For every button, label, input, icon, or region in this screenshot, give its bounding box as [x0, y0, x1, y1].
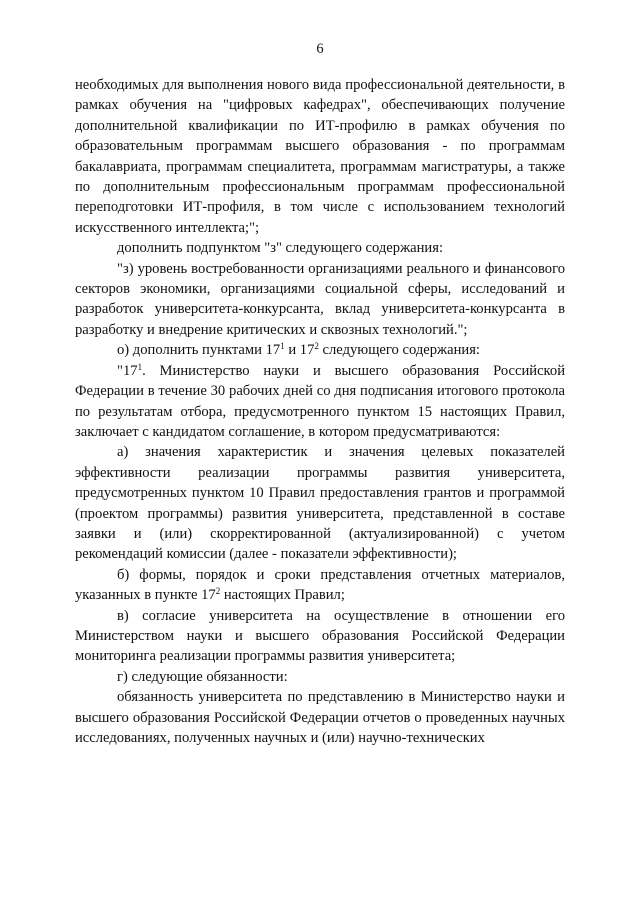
paragraph-item-g: г) следующие обязанности:: [117, 668, 288, 685]
paragraph-point-17-1: "$17^1$. Министерство науки и высшего образования Российской Федерации в течение 30 рабочих дней со дня подписания итогового протокола по результатам отбора, предусмотренного пунктом 15 настоящих Правил, заключает с кандидатом соглашение, в котором предусматриваются:: [75, 361, 565, 440]
paragraph-item-b: б) формы, порядок и сроки представления отчетных материалов, указанных в пункте $17^2$ настоящих Правил;: [75, 566, 565, 604]
document-body: [75, 75, 565, 748]
paragraph-item-v: в) согласие университета на осуществление в отношении его Министерством науки и высшего образования Российской Федерации мониторинга реализации программы развития университета;: [75, 607, 565, 665]
paragraph-subpoint-z: "з) уровень востребованности организациями реального и финансового секторов экономики, организациями социальной сферы, исследований и разработок университета-конкурсанта, вклад университета-конкурсанта в разработку и внедрение критических и сквозных технологий.";: [75, 260, 565, 338]
page-number: 6: [316, 41, 324, 57]
paragraph-obligation: обязанность университета по представлению в Министерство науки и высшего образования Российской Федерации отчетов о проведенных научных исследованиях, полученных научных и (или) научно-технических: [75, 689, 565, 746]
paragraph-continuation: необходимых для выполнения нового вида профессиональной деятельности, в рамках обучения на "цифровых кафедрах", обеспечивающих получение дополнительной квалификации по ИТ-профилю в рамках обучения по образовательным программам высшего образования - по программам бакалавриата, программам специалитета, программам магистратуры, а также по дополнительным профессиональным программам профессиональной переподготовки ИТ-профиля, в том числе с использованием технологий искусственного интеллекта;";: [75, 77, 565, 236]
paragraph-item-a: а) значения характеристик и значения целевых показателей эффективности реализации программы развития университета, предусмотренных пунктом 10 Правил предоставления грантов и программой (проектом программы) развития университета, представленной в составе заявки и (или) скорректированной (актуализированной) с учетом рекомендаций комиссии (далее - показатели эффективности);: [75, 444, 565, 563]
paragraph-add-subpoint: дополнить подпунктом "з" следующего содержания:: [117, 240, 444, 257]
paragraph-add-points: о) дополнить пунктами $17^1$ и $17^2$ следующего содержания:: [117, 341, 480, 359]
